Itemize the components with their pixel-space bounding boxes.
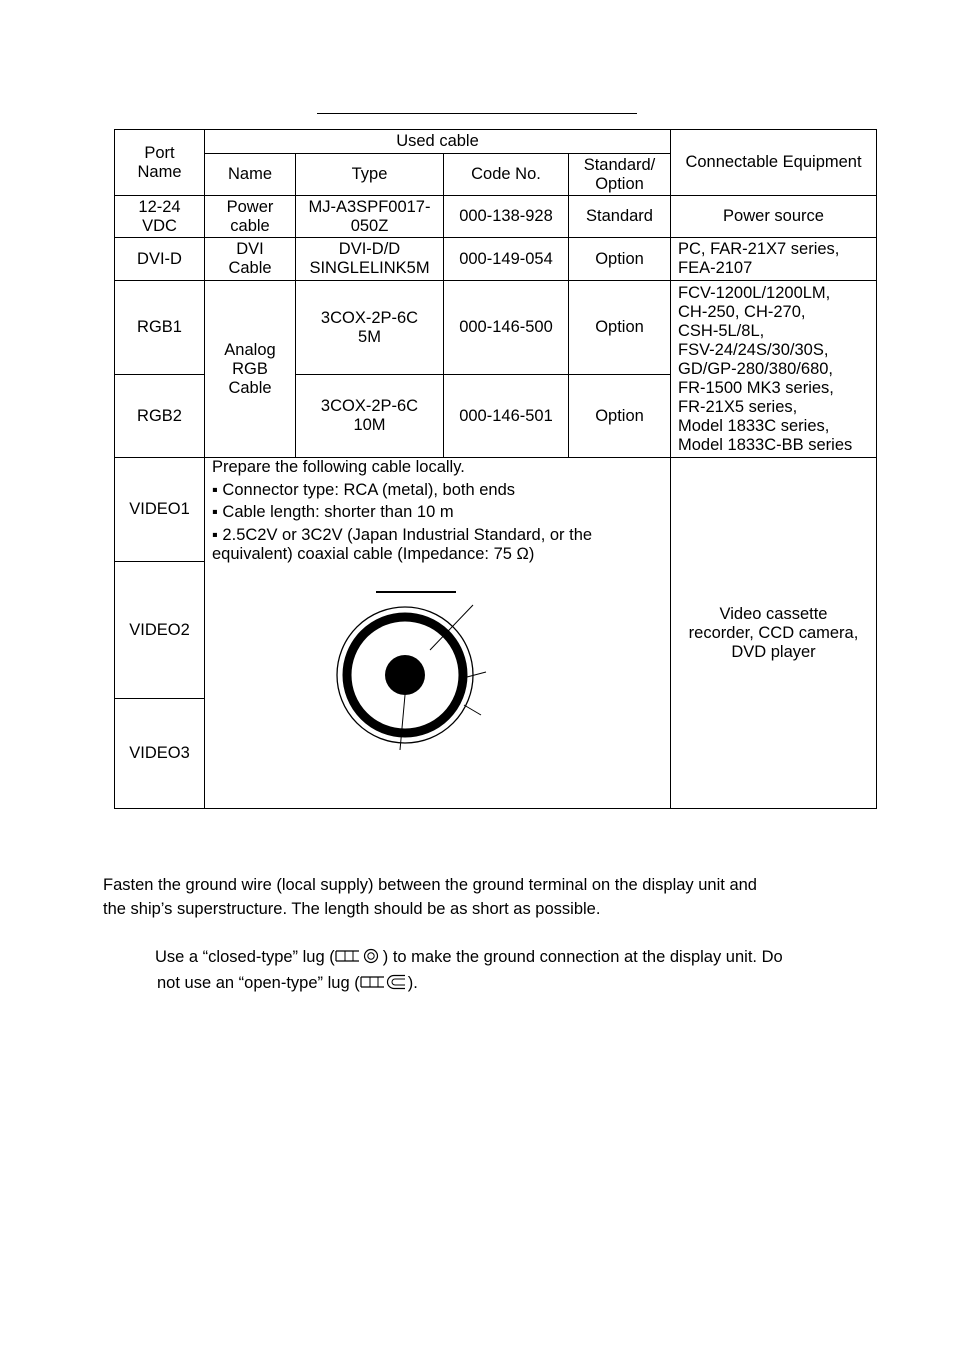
closed-lug-icon [335, 947, 383, 971]
code-cell: 000-146-501 [444, 375, 569, 458]
coax-cable-diagram [333, 578, 503, 758]
port-cell: RGB2 [115, 375, 205, 458]
cable-name-cell: Power cable [205, 196, 296, 238]
std-cell: Option [569, 281, 671, 375]
equipment-cell: FCV-1200L/1200LM, CH-250, CH-270, CSH-5L/8L, FSV-24/24S/30/30S, GD/GP-280/380/680, FR-1500 MK3 series, FR-21X5 series, Model 1833C series, Model 1833C-BB series [671, 281, 877, 458]
title-rule [317, 113, 637, 114]
port-cell: RGB1 [115, 281, 205, 375]
table-row [115, 281, 877, 375]
std-cell: Option [569, 375, 671, 458]
cable-type-cell: 3COX-2P-6C 10M [296, 375, 444, 458]
table-row [115, 458, 877, 562]
std-cell: Option [569, 238, 671, 281]
video-cable-info [205, 458, 671, 809]
video-info-line: ▪ Connector type: RCA (metal), both ends [212, 480, 515, 499]
code-cell: 000-138-928 [444, 196, 569, 238]
cable-type-cell: MJ-A3SPF0017- 050Z [296, 196, 444, 238]
equipment-cell: PC, FAR-21X7 series, FEA-2107 [671, 238, 877, 281]
cable-name-cell: DVI Cable [205, 238, 296, 281]
cable-type-cell: DVI-D/D SINGLELINK5M [296, 238, 444, 281]
cable-table [114, 129, 877, 809]
std-cell: Standard [569, 196, 671, 238]
header-code-no: Code No. [444, 154, 569, 196]
video-info-line: equivalent) coaxial cable (Impedance: 75 Ω) [212, 544, 535, 563]
video-info-line: Prepare the following cable locally. [212, 458, 465, 476]
equipment-cell: Video cassette recorder, CCD camera, DVD player [671, 458, 877, 809]
cable-type-cell: 3COX-2P-6C 5M [296, 281, 444, 375]
header-used-cable: Used cable [205, 130, 671, 154]
header-equipment: Connectable Equipment [671, 130, 877, 196]
cable-name-cell: Analog RGB Cable [205, 281, 296, 458]
equipment-cell: Power source [671, 196, 877, 238]
video-info-line: ▪ Cable length: shorter than 10 m [212, 503, 454, 521]
lug-note: Use a “closed-type” lug ( ) to make the ground connection at the display unit. Do not use an “open-type” lug ( ). [155, 945, 875, 997]
table-row [115, 238, 877, 281]
table-row [115, 196, 877, 238]
open-lug-icon [360, 973, 408, 997]
port-cell: VIDEO1 [115, 458, 205, 562]
port-cell: 12-24 VDC [115, 196, 205, 238]
code-cell: 000-149-054 [444, 238, 569, 281]
code-cell: 000-146-500 [444, 281, 569, 375]
header-type: Type [296, 154, 444, 196]
video-info-line: ▪ 2.5C2V or 3C2V (Japan Industrial Standard, or the [212, 525, 593, 544]
header-port-name: Port Name [115, 130, 205, 196]
port-cell: DVI-D [115, 238, 205, 281]
header-name: Name [205, 154, 296, 196]
port-cell: VIDEO3 [115, 699, 205, 809]
ground-paragraph: Fasten the ground wire (local supply) between the ground terminal on the display unit and the ship’s superstructure. The length should be as short as possible. [103, 876, 757, 918]
port-cell: VIDEO2 [115, 562, 205, 699]
header-standard-option: Standard/ Option [569, 154, 671, 196]
